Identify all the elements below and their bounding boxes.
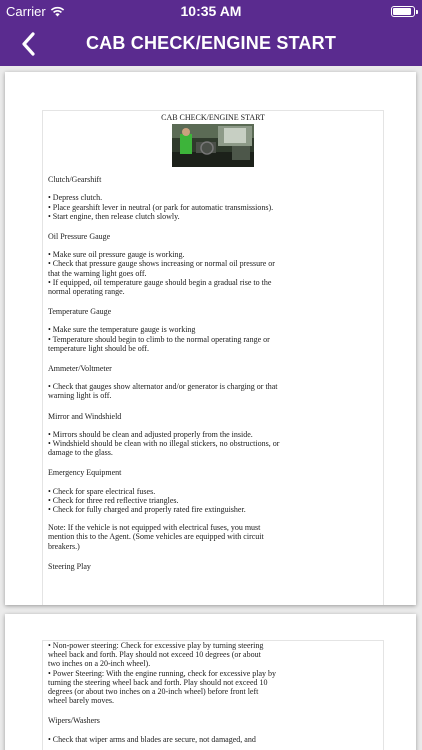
body-line: wheel barely moves. bbox=[48, 696, 114, 706]
body-line: • Non-power steering: Check for excessive play by turning steering bbox=[48, 641, 264, 650]
section-body bbox=[48, 193, 378, 221]
section-body bbox=[48, 382, 378, 400]
section-title: Clutch/Gearshift bbox=[48, 175, 102, 185]
body-line: temperature light should be off. bbox=[48, 343, 149, 353]
section-title: Steering Play bbox=[48, 561, 91, 571]
section-body bbox=[48, 641, 378, 705]
page-title: CAB CHECK/ENGINE START bbox=[85, 33, 337, 53]
section-title: Oil Pressure Gauge bbox=[48, 232, 111, 242]
document-body bbox=[42, 110, 384, 605]
body-line: • Windshield should be clean with no illegal stickers, no obstructions, or bbox=[48, 439, 280, 449]
body-line: wheel back and forth. Play should not exceed 10 degrees (or about bbox=[48, 650, 261, 660]
body-line: • Temperature should begin to climb to the normal operating range or bbox=[48, 334, 270, 344]
body-line: • Check that wiper arms and blades are secure, not damaged, and bbox=[48, 734, 256, 744]
body-line: • Mirrors should be clean and adjusted properly from the inside. bbox=[48, 429, 253, 439]
section-title: Ammeter/Voltmeter bbox=[48, 364, 112, 374]
body-line: • Power Steering: With the engine running, check for excessive play by bbox=[48, 668, 277, 678]
body-line: normal operating range. bbox=[48, 287, 125, 297]
document-sections-page-2 bbox=[48, 641, 378, 744]
body-line: • Start engine, then release clutch slowly. bbox=[48, 211, 180, 221]
battery-level-fill bbox=[393, 8, 411, 15]
section-title: Wipers/Washers bbox=[48, 716, 100, 726]
section-title: Emergency Equipment bbox=[48, 468, 122, 478]
document-sections bbox=[48, 175, 378, 571]
carrier-label: Carrier bbox=[6, 4, 46, 19]
status-bar bbox=[0, 0, 422, 22]
body-line: Note: If the vehicle is not equipped with electrical fuses, you must bbox=[48, 523, 261, 533]
body-line: • If equipped, oil temperature gauge should begin a gradual rise to the bbox=[48, 277, 272, 287]
document-page-2[interactable] bbox=[5, 614, 416, 750]
body-line: • Check that gauges show alternator and/or generator is charging or that bbox=[48, 382, 278, 392]
document-body-page-2 bbox=[42, 640, 384, 750]
body-line: • Check for three red reflective triangles. bbox=[48, 495, 179, 505]
section-title: Temperature Gauge bbox=[48, 307, 112, 317]
body-line: two inches on a 20-inch wheel). bbox=[48, 659, 151, 669]
document-title: CAB CHECK/ENGINE START bbox=[161, 113, 265, 122]
body-line: mention this to the Agent. (Some vehicles are equipped with circuit bbox=[48, 532, 264, 542]
section-body bbox=[48, 487, 378, 515]
truck-cab-photo bbox=[172, 124, 254, 167]
section-body bbox=[48, 250, 378, 296]
section-body bbox=[48, 523, 378, 551]
body-line: breakers.) bbox=[48, 541, 80, 551]
status-time: 10:35 AM bbox=[180, 3, 242, 19]
body-line: • Make sure the temperature gauge is working bbox=[48, 325, 196, 335]
section-title: Mirror and Windshield bbox=[48, 411, 122, 421]
section-body bbox=[48, 430, 378, 458]
body-line: • Place gearshift lever in neutral (or park for automatic transmissions). bbox=[48, 202, 274, 212]
navigation-bar bbox=[0, 22, 422, 66]
section-body bbox=[48, 735, 378, 744]
body-line: • Depress clutch. bbox=[48, 193, 103, 203]
body-line: turning the steering wheel back and forth. Play should not exceed 10 bbox=[48, 677, 268, 687]
body-line: that the warning light goes off. bbox=[48, 268, 147, 278]
section-body bbox=[48, 325, 378, 353]
body-line: • Check for spare electrical fuses. bbox=[48, 486, 156, 496]
body-line: damage to the glass. bbox=[48, 448, 113, 458]
document-page-1[interactable] bbox=[5, 72, 416, 605]
body-line: • Check that pressure gauge shows increasing or normal oil pressure or bbox=[48, 259, 275, 269]
body-line: • Check for fully charged and properly rated fire extinguisher. bbox=[48, 505, 246, 515]
body-line: • Make sure oil pressure gauge is working. bbox=[48, 250, 185, 260]
battery-icon bbox=[391, 6, 415, 17]
body-line: degrees (or about two inches on a 20-inch wheel) before front left bbox=[48, 687, 259, 697]
body-line: warning light is off. bbox=[48, 391, 112, 401]
